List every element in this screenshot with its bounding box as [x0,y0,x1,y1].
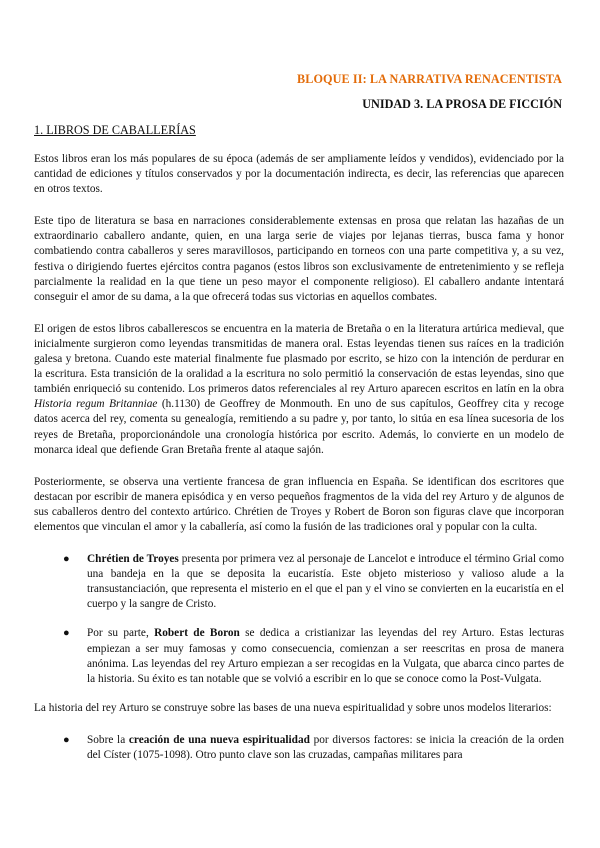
list-item: ● Chrétien de Troyes presenta por primera vez al personaje de Lancelot e introduce el término Grial como una bandeja en la que se deposita la eucaristía. Este objeto misterioso y valioso alude a la transustanciación, que representa el misterio en el que el pan y el vino se convierten en la eucaristía en el cuerpo y la sangre de Cristo. [63,553,564,611]
emphasis-text: creación de una nueva espiritualidad [128,733,310,746]
list-item: ● Por su parte, Robert de Boron se dedica a cristianizar las leyendas del rey Arturo. Estas lecturas empiezan a ser muy famosas y como consecuencia, comienzan a ser reescritas en prosa de manera anónima. Las leyendas del rey Arturo empiezan a ser recogidas en la Vulgata, que abarca cinco partes de la historia. Su éxito es tan notable que se volvió a escribir en lo que se conoce como la Post-Vulgata. [63,627,564,685]
foundations-list [34,733,564,763]
bullet-icon: ● [63,733,70,746]
bullet-icon: ● [63,553,70,566]
origin-text-b: (h.1130) de Geoffrey de Monmouth. En uno de sus capítulos, Geoffrey cita y recoge datos acerca del rey, comenta su genealogía, remitiendo a su padre y, por tanto, lo sitúa en esa línea sucesoria de los reyes de Bretaña, proporcionándole una cronología histórica por escrito. Además, lo convierte en un modelo de monarca ideal que defiende Gran Bretaña frente al ataque sajón. [34,398,564,456]
paragraph-foundations: La historia del rey Arturo se construye sobre las bases de una nueva espiritualidad y sobre unos modelos literarios: [34,701,552,714]
author-name: Chrétien de Troyes [87,553,179,566]
document-body [34,152,564,777]
paragraph-intro: Estos libros eran los más populares de su época (además de ser ampliamente leídos y vendidos), evidenciado por la cantidad de ediciones y títulos conservados y por la documentación indirecta, es decir, las referencias que aparecen en otros textos. [34,153,564,196]
author-name: Robert de Boron [154,627,240,640]
origin-text-a: El origen de estos libros caballerescos se encuentra en la materia de Bretaña o en la literatura artúrica medieval, que inicialmente surgieron como leyendas transmitidas de manera oral. Estas leyendas tienen sus raíces en la tradición galesa y bretona. Cuando este material finalmente fue plasmado por escrito, se hizo con la intención de perdurar en la escritura. Esta transición de la oralidad a la escritura no solo permitió la conservación de estas leyendas, sino que también enriqueció su contenido. Los primeros datos referenciales al rey Arturo aparecen escritos en latín en la obra [34,322,564,396]
author-list [34,552,564,687]
work-title: Historia regum Britanniae [34,398,158,411]
section-title: 1. LIBROS DE CABALLERÍAS [34,123,196,137]
paragraph-origin [34,322,564,458]
paragraph-french-influence: Posteriormente, se observa una vertiente francesa de gran influencia en España. Se identifican dos escritores que destacan por escribir de manera episódica y en verso pequeños fragmentos de la vida del rey Arturo y de algunos de sus caballeros dentro del contexto artúrico. Chrétien de Troyes y Robert de Boron son figuras clave que incorporan elementos que vinculan el amor y la caballería, así como la fusión de las tradiciones oral y popular con la culta. [34,475,564,533]
unit-title: UNIDAD 3. LA PROSA DE FICCIÓN [362,97,562,111]
bullet-icon: ● [63,627,70,640]
list-item: ● Sobre la creación de una nueva espiritualidad por diversos factores: se inicia la creación de la orden del Císter (1075-1098). Otro punto clave son las cruzadas, campañas militares para [63,733,564,761]
block-title: BLOQUE II: LA NARRATIVA RENACENTISTA [296,72,562,86]
paragraph-definition: Este tipo de literatura se basa en narraciones considerablemente extensas en prosa que relatan las hazañas de un extraordinario caballero andante, quien, en una larga serie de viajes por lejanas tierras, busca fama y honor combatiendo contra caballeros y seres maravillosos, participando en torneos con una parte competitiva y, a su vez, festiva o dirigiendo fuertes ejércitos contra paganos (estos libros son exclusivamente de entretenimiento y se refleja parcialmente la realidad en la que tiene un peso mayor el componente religioso). El caballero andante intentará conseguir el amor de su dama, a la que ofrecerá todas sus victorias en aquellos combates. [34,215,564,303]
